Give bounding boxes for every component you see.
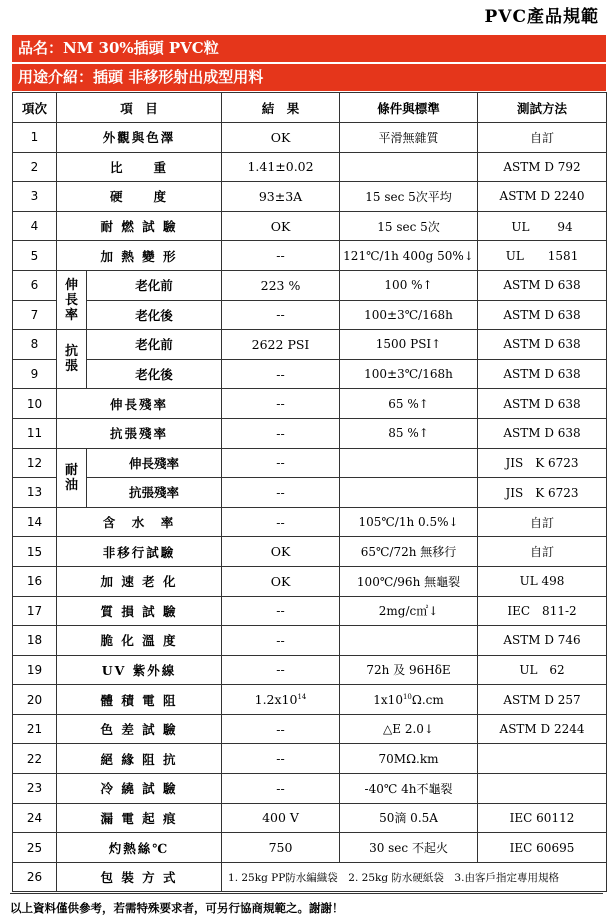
row-number: 13 — [13, 478, 57, 508]
standard-value: 85 %↑ — [340, 418, 478, 448]
sub-item: 老化後 — [87, 359, 222, 389]
table-row — [13, 685, 607, 715]
group-label — [57, 270, 87, 329]
row-number: 3 — [13, 182, 57, 212]
result-value: -- — [222, 448, 340, 478]
standard-value: 2mg/c㎡↓ — [340, 596, 478, 626]
standard-value: 65℃/72h 無移行 — [340, 537, 478, 567]
spec-table — [12, 92, 607, 892]
row-number: 10 — [13, 389, 57, 419]
result-value: -- — [222, 596, 340, 626]
test-method: ASTM D 638 — [478, 300, 607, 330]
item-name: 色 差 試 驗 — [57, 714, 222, 744]
group-label — [57, 330, 87, 389]
test-method: UL 62 — [478, 655, 607, 685]
standard-value: 121℃/1h 400g 50%↓ — [340, 241, 478, 271]
test-method: ASTM D 638 — [478, 418, 607, 448]
row-number: 25 — [13, 833, 57, 863]
item-name: 比 重 — [57, 152, 222, 182]
item-name: 硬 度 — [57, 182, 222, 212]
item-name: UV 紫外線 — [57, 655, 222, 685]
item-name: 耐 燃 試 驗 — [57, 211, 222, 241]
row-number: 22 — [13, 744, 57, 774]
test-method: IEC 811-2 — [478, 596, 607, 626]
usage-banner: 用途介紹：插頭 非移形射出成型用料 — [12, 64, 606, 91]
standard-value — [340, 478, 478, 508]
row-number: 4 — [13, 211, 57, 241]
item-name: 加 熱 變 形 — [57, 241, 222, 271]
table-header-row — [13, 93, 607, 123]
result-value: 400 V — [222, 803, 340, 833]
row-number: 20 — [13, 685, 57, 715]
item-name: 伸長殘率 — [57, 389, 222, 419]
standard-value — [340, 448, 478, 478]
table-row — [13, 714, 607, 744]
sub-item: 老化前 — [87, 270, 222, 300]
result-value: -- — [222, 418, 340, 448]
standard-value: 100±3℃/168h — [340, 359, 478, 389]
table-row — [13, 182, 607, 212]
standard-value: 15 sec 5次平均 — [340, 182, 478, 212]
table-row — [13, 744, 607, 774]
table-row — [13, 211, 607, 241]
test-method: ASTM D 638 — [478, 270, 607, 300]
row-number: 18 — [13, 626, 57, 656]
row-number: 26 — [13, 862, 57, 892]
standard-value: 1500 PSI↑ — [340, 330, 478, 360]
spec-table-body — [13, 93, 607, 892]
standard-value: △E 2.0↓ — [340, 714, 478, 744]
result-exponent: 14 — [297, 692, 307, 701]
row-number: 15 — [13, 537, 57, 567]
table-row — [13, 507, 607, 537]
table-row — [13, 803, 607, 833]
result-value: 750 — [222, 833, 340, 863]
standard-value: 105℃/1h 0.5%↓ — [340, 507, 478, 537]
table-row — [13, 833, 607, 863]
item-name: 抗張殘率 — [57, 418, 222, 448]
row-number: 12 — [13, 448, 57, 478]
standard-value: 30 sec 不起火 — [340, 833, 478, 863]
row-number: 23 — [13, 774, 57, 804]
standard-value: 100 %↑ — [340, 270, 478, 300]
table-row — [13, 655, 607, 685]
result-value: -- — [222, 241, 340, 271]
table-row — [13, 330, 607, 360]
test-method — [478, 744, 607, 774]
row-number: 6 — [13, 270, 57, 300]
group-label-text: 伸長率 — [64, 277, 78, 323]
standard-value: -40℃ 4h不龜裂 — [340, 774, 478, 804]
header-item: 項 目 — [57, 93, 222, 123]
group-label-text: 耐油 — [64, 462, 78, 493]
standard-value: 平滑無雜質 — [340, 123, 478, 153]
result-value: 93±3A — [222, 182, 340, 212]
table-row — [13, 566, 607, 596]
result-value: -- — [222, 655, 340, 685]
test-method — [478, 774, 607, 804]
standard-value — [340, 152, 478, 182]
test-method: IEC 60695 — [478, 833, 607, 863]
row-number: 7 — [13, 300, 57, 330]
row-number: 8 — [13, 330, 57, 360]
table-row — [13, 626, 607, 656]
item-name: 脆 化 溫 度 — [57, 626, 222, 656]
test-method: ASTM D 638 — [478, 359, 607, 389]
standard-value: 70MΩ.km — [340, 744, 478, 774]
packaging-options: 1. 25kg PP防水編織袋 2. 25kg 防水硬紙袋 3.由客戶指定專用規格 — [222, 862, 607, 892]
result-value: -- — [222, 300, 340, 330]
standard-value: 50滴 0.5A — [340, 803, 478, 833]
standard-value: 100℃/96h 無龜裂 — [340, 566, 478, 596]
result-base: 1.2x10 — [254, 692, 298, 708]
sub-item: 老化前 — [87, 330, 222, 360]
result-value: 1.41±0.02 — [222, 152, 340, 182]
row-number: 9 — [13, 359, 57, 389]
header-standard: 條件與標準 — [340, 93, 478, 123]
row-number: 14 — [13, 507, 57, 537]
standard-value — [340, 685, 478, 715]
test-method: JIS K 6723 — [478, 478, 607, 508]
test-method: ASTM D 2244 — [478, 714, 607, 744]
item-name: 包 裝 方 式 — [57, 862, 222, 892]
result-value: OK — [222, 211, 340, 241]
item-name: 含 水 率 — [57, 507, 222, 537]
standard-value: 100±3℃/168h — [340, 300, 478, 330]
result-value: -- — [222, 626, 340, 656]
item-name: 漏 電 起 痕 — [57, 803, 222, 833]
test-method: UL 94 — [478, 211, 607, 241]
header-no: 項次 — [13, 93, 57, 123]
table-row — [13, 596, 607, 626]
row-number: 19 — [13, 655, 57, 685]
sub-item: 伸長殘率 — [87, 448, 222, 478]
table-row — [13, 862, 607, 892]
row-number: 11 — [13, 418, 57, 448]
result-value: -- — [222, 714, 340, 744]
table-row — [13, 300, 607, 330]
result-value: OK — [222, 566, 340, 596]
product-name-banner: 品名：NM 30%插頭 PVC粒 — [12, 35, 606, 62]
test-method: UL 498 — [478, 566, 607, 596]
result-value: 2622 PSI — [222, 330, 340, 360]
result-value: OK — [222, 123, 340, 153]
item-name: 體 積 電 阻 — [57, 685, 222, 715]
row-number: 5 — [13, 241, 57, 271]
test-method: IEC 60112 — [478, 803, 607, 833]
footer-note: 以上資料僅供參考，若需特殊要求者，可另行協商規範之。謝謝！ — [10, 901, 344, 915]
table-row — [13, 478, 607, 508]
item-name: 灼熱絲℃ — [57, 833, 222, 863]
standard-unit: Ω.cm — [411, 692, 444, 707]
standard-value: 65 %↑ — [340, 389, 478, 419]
header-result: 結 果 — [222, 93, 340, 123]
test-method: ASTM D 2240 — [478, 182, 607, 212]
result-value: -- — [222, 507, 340, 537]
sub-item: 老化後 — [87, 300, 222, 330]
test-method: JIS K 6723 — [478, 448, 607, 478]
item-name: 冷 繞 試 驗 — [57, 774, 222, 804]
group-label — [57, 448, 87, 507]
row-number: 24 — [13, 803, 57, 833]
standard-value: 15 sec 5次 — [340, 211, 478, 241]
table-row — [13, 537, 607, 567]
result-value: -- — [222, 744, 340, 774]
document-title: PVC產品規範 — [484, 7, 599, 27]
standard-base: 1x10 — [373, 692, 403, 707]
row-number: 2 — [13, 152, 57, 182]
item-name: 外觀與色澤 — [57, 123, 222, 153]
result-value: 223 % — [222, 270, 340, 300]
test-method: ASTM D 638 — [478, 389, 607, 419]
table-row — [13, 270, 607, 300]
result-value: -- — [222, 774, 340, 804]
table-row — [13, 389, 607, 419]
result-value: -- — [222, 478, 340, 508]
test-method: 自訂 — [478, 123, 607, 153]
row-number: 1 — [13, 123, 57, 153]
standard-value: 72h 及 96HδE — [340, 655, 478, 685]
item-name: 加 速 老 化 — [57, 566, 222, 596]
result-value — [222, 685, 340, 715]
result-value: OK — [222, 537, 340, 567]
test-method: ASTM D 638 — [478, 330, 607, 360]
header-test-method: 測試方法 — [478, 93, 607, 123]
table-row — [13, 241, 607, 271]
test-method: ASTM D 257 — [478, 685, 607, 715]
item-name: 質 損 試 驗 — [57, 596, 222, 626]
test-method: ASTM D 792 — [478, 152, 607, 182]
table-row — [13, 418, 607, 448]
table-row — [13, 152, 607, 182]
item-name: 非移行試驗 — [57, 537, 222, 567]
item-name: 絕 緣 阻 抗 — [57, 744, 222, 774]
standard-value — [340, 626, 478, 656]
group-label-text: 抗張 — [64, 344, 78, 375]
row-number: 16 — [13, 566, 57, 596]
table-row — [13, 448, 607, 478]
table-row — [13, 774, 607, 804]
test-method: ASTM D 746 — [478, 626, 607, 656]
result-value: -- — [222, 389, 340, 419]
table-row — [13, 123, 607, 153]
result-value: -- — [222, 359, 340, 389]
test-method: 自訂 — [478, 537, 607, 567]
test-method: UL 1581 — [478, 241, 607, 271]
row-number: 17 — [13, 596, 57, 626]
standard-exponent: 10 — [402, 692, 412, 701]
row-number: 21 — [13, 714, 57, 744]
footer-divider — [10, 893, 603, 894]
test-method: 自訂 — [478, 507, 607, 537]
table-row — [13, 359, 607, 389]
sub-item: 抗張殘率 — [87, 478, 222, 508]
